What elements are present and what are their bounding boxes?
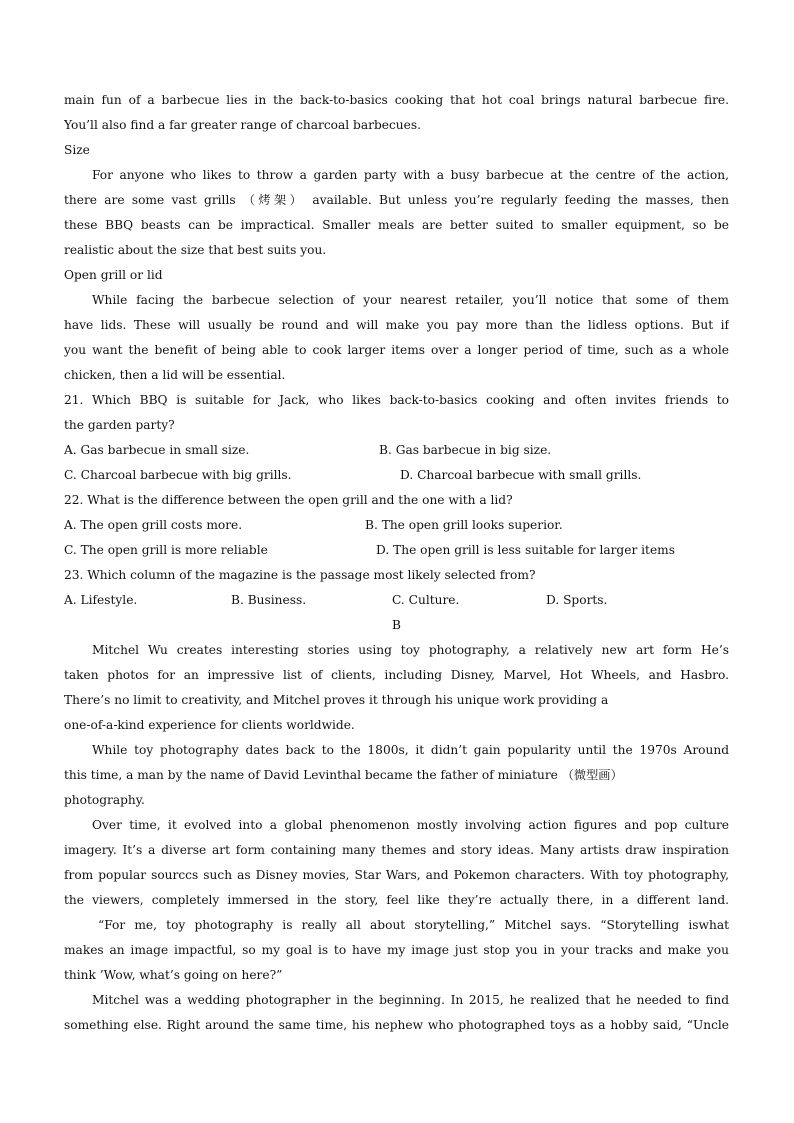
lid-paragraph-line: While facing the barbecue selection of your nearest retailer, you’ll notice that some of them	[92, 293, 729, 307]
lid-paragraph-line: have lids. These will usually be round and will make you pay more than the lidless options. But if	[64, 318, 729, 332]
size-paragraph-line: these BBQ beasts can be impractical. Smaller meals are better suited to smaller equipment, so be	[64, 218, 729, 232]
passage-b-p2-line: this time, a man by the name of David Levinthal became the father of miniature （微型画）	[64, 768, 623, 782]
lid-paragraph-line: chicken, then a lid will be essential.	[64, 368, 286, 382]
option-23-d: D. Sports.	[546, 593, 608, 607]
size-paragraph-line: there are some vast grills （烤架） available. But unless you’re regularly feeding the masses, then	[64, 193, 729, 207]
option-22-a: A. The open grill costs more.	[64, 518, 243, 532]
passage-b-p4-line: “For me, toy photography is really all about storytelling,” Mitchel says. “Storytelling iswhat	[98, 918, 729, 932]
passage-a-intro-line: You’ll also find a far greater range of charcoal barbecues.	[64, 118, 421, 132]
passage-b-p5-line: something else. Right around the same time, his nephew who photographed toys as a hobby said, “Uncle	[64, 1018, 729, 1032]
passage-b-p3-line: the viewers, completely immersed in the story, feel like they’re actually there, in a different land.	[64, 893, 729, 907]
passage-b-p2-line: While toy photography dates back to the 1800s, it didn’t gain popularity until the 1970s Around	[92, 743, 729, 757]
passage-b-p1-line: one-of-a-kind experience for clients worldwide.	[64, 718, 355, 732]
question-21-line: 21. Which BBQ is suitable for Jack, who likes back-to-basics cooking and often invites friends to	[64, 393, 729, 407]
passage-b-p1-line: There’s no limit to creativity, and Mitchel proves it through his unique work providing a	[64, 693, 609, 707]
passage-b-p5-line: Mitchel was a wedding photographer in the beginning. In 2015, he realized that he needed to find	[92, 993, 729, 1007]
option-23-b: B. Business.	[231, 593, 307, 607]
question-23-options-row	[64, 588, 729, 613]
document-page	[64, 88, 729, 1038]
heading-open-grill-or-lid: Open grill or lid	[64, 268, 163, 282]
question-21-options-row	[64, 438, 729, 463]
passage-b-p1-line: taken photos for an impressive list of clients, including Disney, Marvel, Hot Wheels, and Hasbro.	[64, 668, 729, 682]
heading-size: Size	[64, 143, 90, 157]
option-21-b: B. Gas barbecue in big size.	[379, 443, 552, 457]
question-21-options-row	[64, 463, 729, 488]
passage-a-intro-line: main fun of a barbecue lies in the back-to-basics cooking that hot coal brings natural barbecue fire.	[64, 93, 729, 107]
lid-paragraph-line: you want the benefit of being able to cook larger items over a longer period of time, such as a whole	[64, 343, 729, 357]
passage-b-p3-line: Over time, it evolved into a global phenomenon mostly involving action figures and pop culture	[92, 818, 729, 832]
size-paragraph-line: For anyone who likes to throw a garden party with a busy barbecue at the centre of the action,	[92, 168, 729, 182]
section-label-b: B	[392, 618, 401, 632]
option-21-c: C. Charcoal barbecue with big grills.	[64, 468, 292, 482]
option-21-d: D. Charcoal barbecue with small grills.	[400, 468, 642, 482]
passage-b-p4-line: think ’Wow, what’s going on here?”	[64, 968, 283, 982]
option-21-a: A. Gas barbecue in small size.	[64, 443, 250, 457]
option-22-c: C. The open grill is more reliable	[64, 543, 268, 557]
option-23-c: C. Culture.	[392, 593, 460, 607]
question-23: 23. Which column of the magazine is the passage most likely selected from?	[64, 568, 536, 582]
question-22-options-row	[64, 513, 729, 538]
option-22-d: D. The open grill is less suitable for larger items	[376, 543, 675, 557]
passage-b-p4-line: makes an image impactful, so my goal is to have my image just stop you in your tracks and make you	[64, 943, 729, 957]
passage-b-p3-line: from popular sourccs such as Disney movies, Star Wars, and Pokemon characters. With toy photography,	[64, 868, 729, 882]
option-22-b: B. The open grill looks superior.	[365, 518, 563, 532]
option-23-a: A. Lifestyle.	[64, 593, 138, 607]
passage-b-p3-line: imagery. It’s a diverse art form containing many themes and story ideas. Many artists draw inspiration	[64, 843, 729, 857]
passage-b-p1-line: Mitchel Wu creates interesting stories using toy photography, a relatively new art form He’s	[92, 643, 729, 657]
passage-b-p2-line: photography.	[64, 793, 145, 807]
question-21-line: the garden party?	[64, 418, 175, 432]
question-22-options-row	[64, 538, 729, 563]
question-22: 22. What is the difference between the open grill and the one with a lid?	[64, 493, 513, 507]
size-paragraph-line: realistic about the size that best suits you.	[64, 243, 327, 257]
